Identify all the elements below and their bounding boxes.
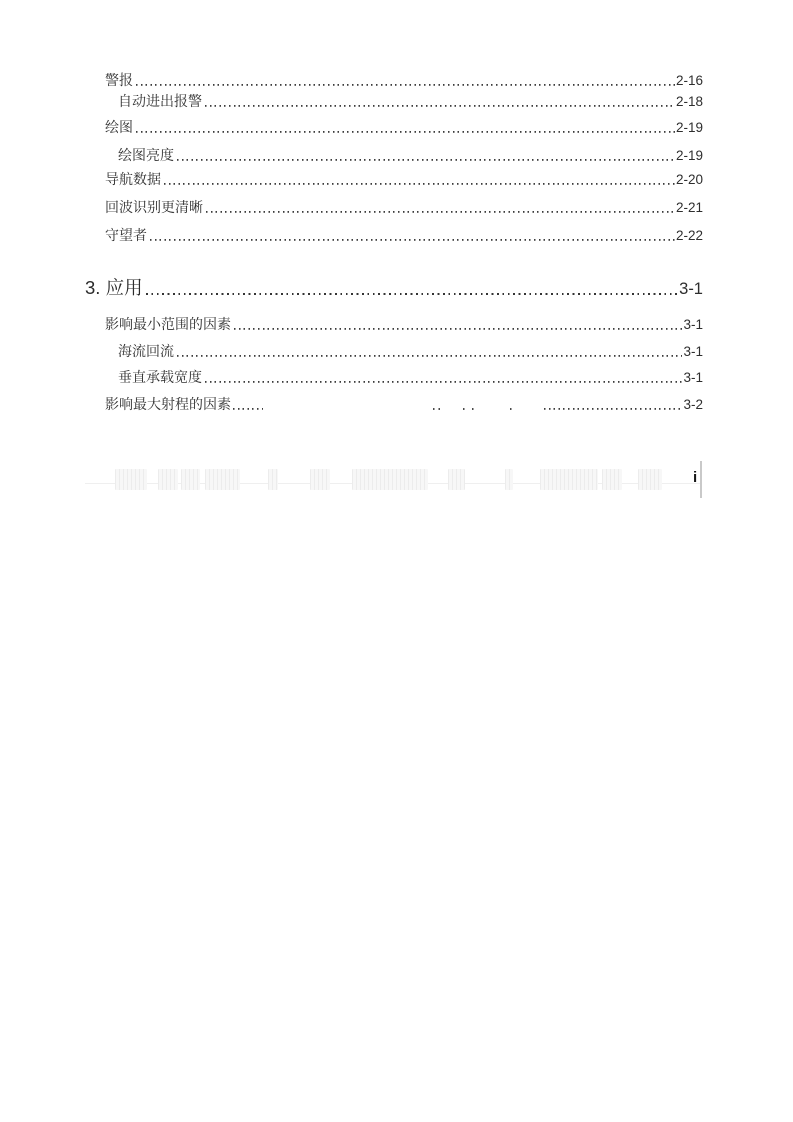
dot-leader	[177, 149, 675, 164]
scan-artifact	[352, 469, 428, 490]
toc-entry[interactable]	[85, 117, 703, 136]
toc-entry-page: 2-16	[675, 72, 703, 88]
scan-artifact	[115, 469, 147, 490]
toc-entry-label: 绘图亮度	[118, 147, 174, 163]
toc-entry-label: 导航数据	[105, 171, 161, 187]
dot-leader	[136, 121, 675, 136]
scan-artifact-row	[0, 468, 793, 492]
toc-entry[interactable]	[85, 314, 703, 333]
scan-artifact	[268, 469, 278, 490]
toc-entry-label: 海流回流	[118, 343, 174, 359]
dot-leader-segment	[233, 398, 263, 413]
toc-chapter-entry[interactable]	[85, 271, 703, 299]
toc-entry-page: 3-2	[683, 396, 703, 412]
scan-artifact	[158, 469, 178, 490]
scan-artifact	[602, 469, 622, 490]
dot-leader	[206, 201, 675, 216]
folio-page-number: i	[693, 469, 698, 486]
dot-leader	[164, 173, 675, 188]
scan-artifact	[505, 469, 513, 490]
dot-leader	[177, 345, 682, 360]
scan-artifact	[448, 469, 465, 490]
scan-artifact	[205, 469, 240, 490]
toc-entry-label: 回波识别更清晰	[105, 199, 203, 215]
toc-entry[interactable]	[85, 169, 703, 188]
toc-entry-label: 警报	[105, 72, 133, 88]
dot-leader	[146, 284, 679, 299]
toc-entry-label: 守望者	[105, 227, 147, 243]
toc-entry-label: 影响最小范围的因素	[105, 316, 231, 332]
toc-entry-page: 2-21	[675, 199, 703, 215]
scan-artifact	[540, 469, 598, 490]
table-of-contents	[85, 0, 703, 1122]
dot-leader	[205, 371, 682, 386]
dot-leader-segment	[544, 398, 683, 413]
faded-dot-mark	[433, 408, 442, 410]
dot-leader	[205, 95, 675, 110]
toc-entry-page: 3-1	[683, 369, 703, 385]
faded-dot-mark	[510, 408, 513, 410]
toc-entry-page: 3-1	[679, 280, 703, 298]
toc-entry[interactable]	[85, 367, 703, 386]
scan-artifact	[310, 469, 330, 490]
dot-leader	[136, 74, 675, 89]
toc-entry[interactable]	[85, 91, 703, 110]
scan-artifact	[181, 469, 200, 490]
faded-dot-mark	[463, 408, 477, 410]
toc-entry-page: 2-18	[675, 93, 703, 109]
toc-entry-page: 2-20	[675, 171, 703, 187]
toc-entry[interactable]	[85, 70, 703, 89]
toc-entry-label: 绘图	[105, 119, 133, 135]
toc-entry[interactable]	[85, 225, 703, 244]
toc-entry-page: 2-19	[675, 119, 703, 135]
toc-entry[interactable]	[85, 145, 703, 164]
toc-entry-label: 自动进出报警	[118, 93, 202, 109]
toc-entry-page: 2-22	[675, 227, 703, 243]
toc-entry-page: 3-1	[683, 343, 703, 359]
toc-entry-label: 3. 应用	[85, 277, 143, 298]
toc-entry[interactable]	[85, 394, 703, 413]
scan-artifact-vline	[700, 461, 702, 498]
toc-entry[interactable]	[85, 197, 703, 216]
scan-artifact	[638, 469, 662, 490]
toc-entry-label: 垂直承载宽度	[118, 369, 202, 385]
toc-entry-label: 影响最大射程的因素	[105, 396, 231, 412]
dot-leader	[234, 318, 682, 333]
toc-entry-page: 3-1	[683, 316, 703, 332]
faded-leader-gap	[263, 398, 544, 413]
toc-entry[interactable]	[85, 341, 703, 360]
dot-leader	[150, 229, 675, 244]
toc-entry-page: 2-19	[675, 147, 703, 163]
